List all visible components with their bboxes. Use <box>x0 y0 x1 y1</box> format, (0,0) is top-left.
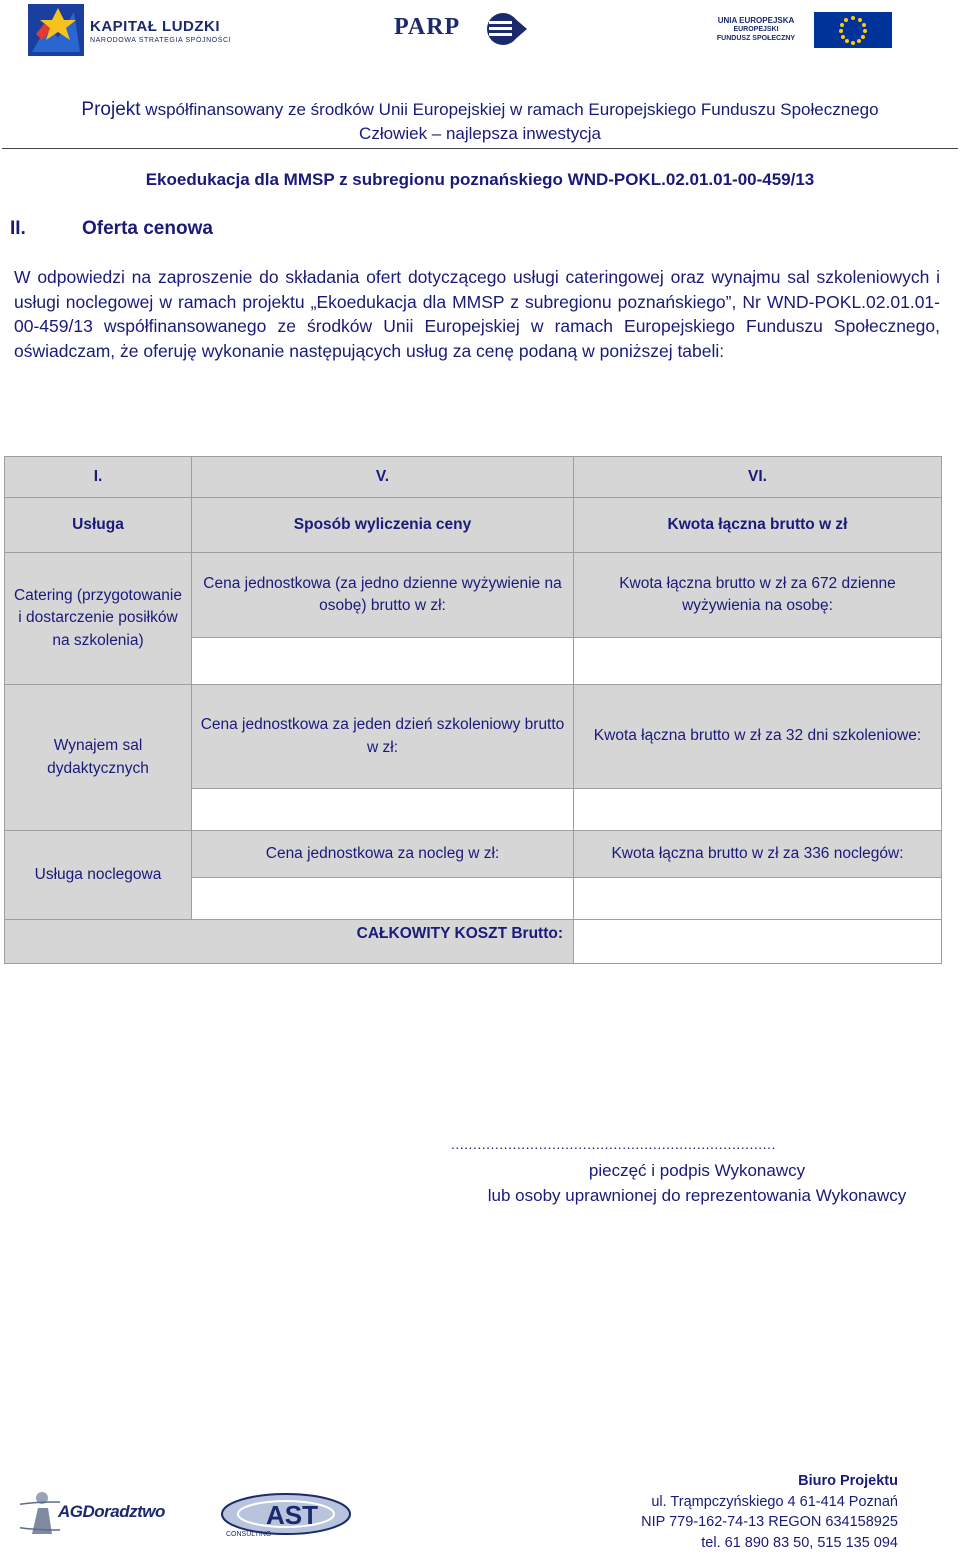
section-number: II. <box>10 218 26 239</box>
column-header-row <box>5 498 942 553</box>
eu-logo <box>704 10 894 50</box>
project-cofinancing-line <box>0 99 960 121</box>
price-table <box>4 456 941 964</box>
total-label-accommodation: Kwota łączna brutto w zł za 336 noclegów: <box>574 831 942 878</box>
unit-price-catering-field[interactable] <box>192 638 574 685</box>
eu-logo-line3: FUNDUSZ SPOŁECZNY <box>716 35 796 42</box>
office-address: ul. Trąmpczyńskiego 4 61-414 Poznań <box>651 1494 898 1510</box>
kapital-ludzki-title: KAPITAŁ LUDZKI <box>90 18 221 35</box>
header-method: Sposób wyliczenia ceny <box>192 498 574 553</box>
project-name: Ekoedukacja dla MMSP z subregionu poznańskiego WND-POKL.02.01.01-00-459/13 <box>145 170 815 189</box>
method-rooms: Cena jednostkowa za jeden dzień szkoleniowy brutto w zł: <box>192 685 574 789</box>
column-number-row <box>5 457 942 498</box>
total-label-rooms: Kwota łączna brutto w zł za 32 dni szkoleniowe: <box>574 685 942 789</box>
col-number-1: I. <box>5 457 192 498</box>
col-number-5: V. <box>192 457 574 498</box>
total-price-catering-field[interactable] <box>574 638 942 685</box>
office-phone: tel. 61 890 83 50, 515 135 094 <box>701 1535 898 1551</box>
section-title: Oferta cenowa <box>82 218 213 239</box>
total-cost-label: CAŁKOWITY KOSZT Brutto: <box>5 920 574 964</box>
ast-consulting-logo <box>218 1488 354 1538</box>
eu-logo-line2: EUROPEJSKI <box>733 26 779 33</box>
service-accommodation: Usługa noclegowa <box>5 831 192 920</box>
project-prefix: Projekt <box>81 99 141 120</box>
table-row <box>5 685 942 789</box>
intro-paragraph: W odpowiedzi na zaproszenie do składania ofert dotyczącego usługi cateringowej oraz wynajmu sal szkoleniowych i usługi noclegowej w ramach projektu „Ekoedukacja dla MMSP z subregionu poznańskiego”, Nr WND-POKL.02.01.01-00-459/13 współfinansowanego ze środków Unii Europejskiej w ramach Europejskiego Funduszu Społecznego, oświadczam, że oferuję wykonanie następujących usług za cenę podaną w poniższej tabeli: <box>14 267 940 361</box>
total-row <box>5 920 942 964</box>
table-row <box>5 553 942 638</box>
method-accommodation: Cena jednostkowa za nocleg w zł: <box>192 831 574 878</box>
kapital-ludzki-emblem-icon <box>28 4 84 56</box>
ast-emblem-icon <box>218 1488 354 1538</box>
kapital-ludzki-logo <box>28 4 268 56</box>
eu-logo-line1: UNIA EUROPEJSKA <box>717 16 795 25</box>
office-title: Biuro Projektu <box>798 1473 898 1489</box>
ast-logo-subtext: CONSULTING <box>226 1531 272 1538</box>
total-price-accommodation-field[interactable] <box>574 878 942 920</box>
signature-caption-authorized: lub osoby uprawnionej do reprezentowania Wykonawcy <box>487 1186 907 1205</box>
unit-price-accommodation-field[interactable] <box>192 878 574 920</box>
total-label-catering: Kwota łączna brutto w zł za 672 dzienne wyżywienia na osobę: <box>574 553 942 638</box>
kapital-ludzki-subtitle: NARODOWA STRATEGIA SPÓJNOŚCI <box>90 37 232 44</box>
ast-logo-text: AST <box>266 1500 318 1530</box>
method-catering: Cena jednostkowa (za jedno dzienne wyżywienie na osobę) brutto w zł: <box>192 553 574 638</box>
ag-figure-icon <box>20 1488 60 1536</box>
unit-price-rooms-field[interactable] <box>192 789 574 831</box>
service-rooms: Wynajem sal dydaktycznych <box>5 685 192 831</box>
office-ids: NIP 779-162-74-13 REGON 634158925 <box>641 1514 898 1530</box>
ag-doradztwo-text: AGDoradztwo <box>58 1502 165 1521</box>
ag-doradztwo-logo <box>20 1488 165 1538</box>
total-price-rooms-field[interactable] <box>574 789 942 831</box>
signature-caption: pieczęć i podpis Wykonawcy <box>588 1161 806 1180</box>
signature-line: .......................................................................... <box>451 1136 776 1152</box>
parp-logo <box>394 10 534 50</box>
service-catering: Catering (przygotowanie i dostarczenie posiłków na szkolenia) <box>5 553 192 685</box>
header-total: Kwota łączna brutto w zł <box>574 498 942 553</box>
header-divider <box>2 148 958 149</box>
project-cofinancing-text: współfinansowany ze środków Unii Europejskiej w ramach Europejskiego Funduszu Społecznego <box>140 100 879 119</box>
header-service: Usługa <box>5 498 192 553</box>
eu-flag-icon <box>814 12 892 48</box>
total-cost-field[interactable] <box>574 920 942 964</box>
parp-emblem-icon <box>486 12 528 46</box>
project-slogan: Człowiek – najlepsza inwestycja <box>359 124 601 143</box>
parp-logo-text: PARP <box>394 14 461 40</box>
table-row <box>5 831 942 878</box>
col-number-6: VI. <box>574 457 942 498</box>
